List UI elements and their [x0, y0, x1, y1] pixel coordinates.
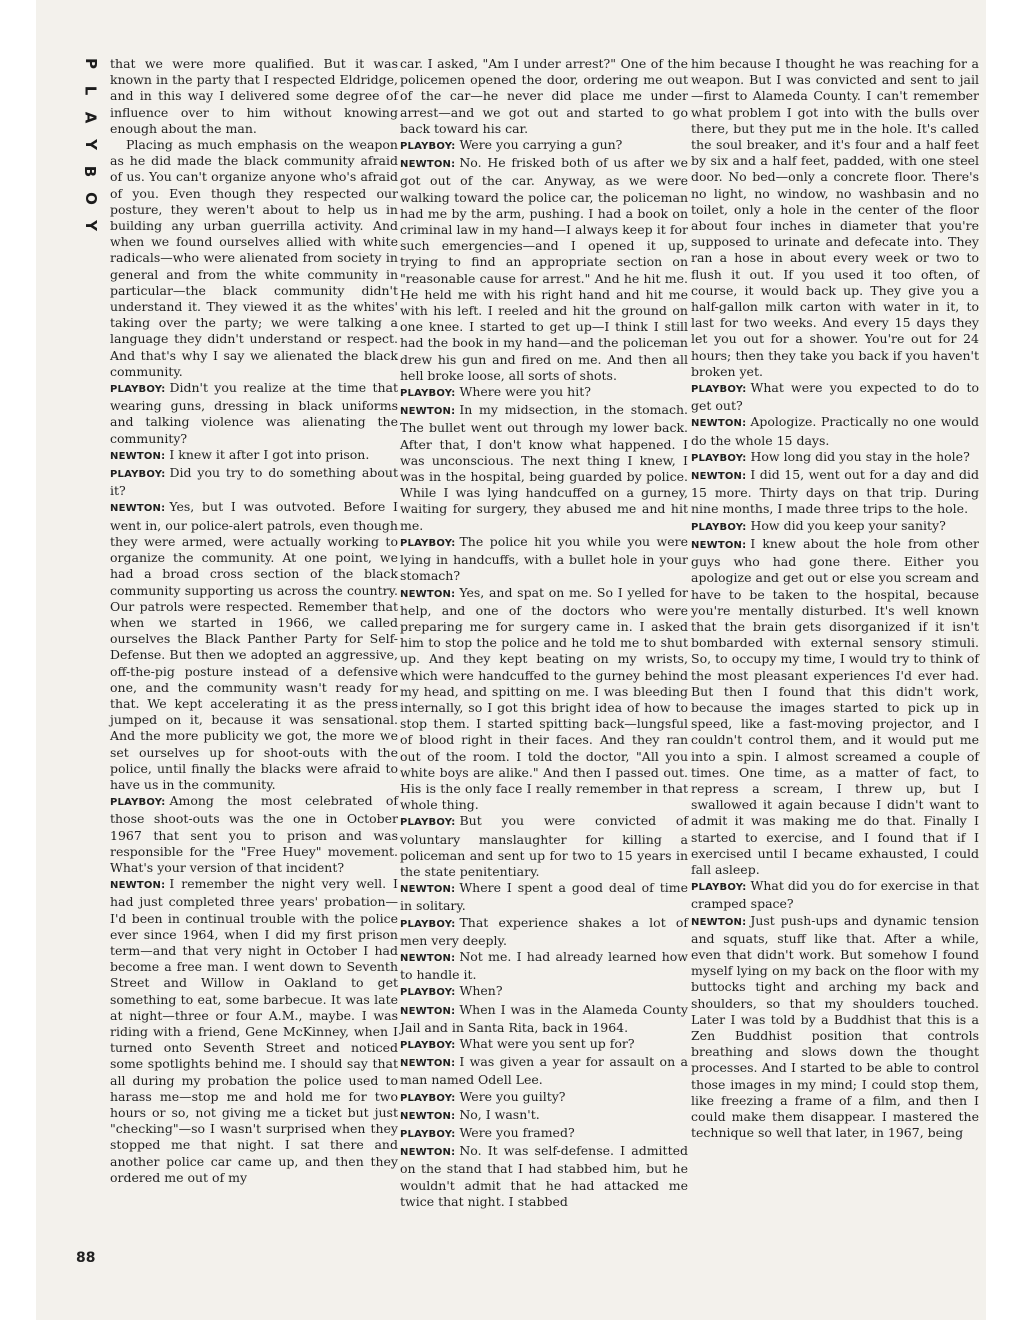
speaker-label: NEWTON:: [110, 503, 166, 515]
paragraph: [691, 380, 979, 414]
speaker-label: PLAYBOY:: [110, 469, 166, 481]
paragraph: [400, 880, 688, 914]
paragraph: [110, 465, 398, 499]
paragraph: [110, 793, 398, 876]
paragraph: [691, 449, 979, 467]
paragraph: [110, 447, 398, 465]
speaker-label: NEWTON:: [691, 539, 747, 551]
text-column-2: [400, 56, 688, 1210]
paragraph-text: Among the most celebrated of those shoot-outs was the one in October 1967 that sent you to prison and was responsible for the "Free Huey" movement. What's your version of that incident?: [110, 793, 398, 875]
speaker-label: PLAYBOY:: [400, 1092, 456, 1104]
speaker-label: PLAYBOY:: [691, 452, 747, 464]
speaker-label: NEWTON:: [400, 1058, 456, 1070]
paragraph-text: What did you do for exercise in that cramped space?: [691, 878, 979, 912]
paragraph: [691, 467, 979, 518]
paragraph-text: Didn't you realize at the time that wearing guns, dressing in black uniforms and talking violence was alienating the community?: [110, 380, 398, 446]
paragraph: [400, 56, 688, 137]
paragraph-text: Not me. I had already learned how to handle it.: [400, 948, 688, 983]
speaker-label: NEWTON:: [691, 418, 747, 430]
masthead-letter: Y: [81, 139, 100, 150]
speaker-label: PLAYBOY:: [691, 384, 747, 396]
paragraph-text: Where were you hit?: [459, 384, 591, 400]
paragraph: [691, 878, 979, 912]
paragraph-text: When?: [459, 983, 503, 999]
speaker-label: NEWTON:: [400, 1005, 456, 1017]
paragraph: [400, 915, 688, 949]
speaker-label: PLAYBOY:: [400, 1039, 456, 1051]
paragraph-text: No. It was self-defense. I admitted on the stand that I had stabbed him, but he wouldn't admit that he had attacked me twice that night. I stabbed: [400, 1143, 688, 1209]
paragraph-text: Yes, and spat on me. So I yelled for help, and one of the doctors who were preparing me for surgery came in. I asked him to stop the police and he told me to shut up. And they kept beating on my wrists, which were handcuffed to the gurney behind my head, and spitting on me. I was bleeding internally, so I got this bright idea of how to stop them. I started spitting back—lungsful of blood right in their faces. And they ran out of the room. I told the doctor, "All you white boys are alike." And then I passed out. His is the only face I really remember in that whole thing.: [400, 584, 688, 813]
paragraph-text: I knew it after I got into prison.: [169, 446, 370, 462]
paragraph: [400, 1089, 688, 1107]
speaker-label: NEWTON:: [691, 916, 747, 928]
paragraph: [110, 499, 398, 793]
paragraph: [400, 1125, 688, 1143]
speaker-label: NEWTON:: [110, 450, 166, 462]
speaker-label: NEWTON:: [400, 1110, 456, 1122]
paragraph: [400, 384, 688, 402]
paragraph-text: Where I spent a good deal of time in solitary.: [400, 880, 688, 914]
paragraph: [110, 876, 398, 1186]
paragraph-text: No. He frisked both of us after we got out of the car. Anyway, as we were walking toward the police car, the policeman had me by the arm, pushing. I had a book on criminal law in my hand—I always keep it for such emergencies—and I opened it up, trying to find an appropriate section on "reasonable cause for arrest." And he hit me. He held me with his right hand and hit me with his left. I reeled and hit the ground on one knee. I started to get up—I think I still had the book in my hand—and the policeman drew his gun and fired on me. And then all hell broke loose, all sorts of shots.: [400, 155, 688, 383]
paragraph-text: Yes, but I was outvoted. Before I went in, our police-alert patrols, even though they were armed, were actually working to organize the community. At one point, we had a broad cross section of the black community supporting us across the country. Our patrols were respected. Remember that when we started in 1966, we called ourselves the Black Panther Party for Self-Defense. But then we adopted an aggressive, off-the-pig posture instead of a defensive one, and the community wasn't ready for that. We kept accelerating it as the press jumped on it, because it was sensational. And the more publicity we got, the more we set ourselves up for shoot-outs with the police, until finally the blacks were afraid to have us in the community.: [110, 499, 398, 792]
speaker-label: PLAYBOY:: [110, 797, 166, 809]
paragraph-text: What were you sent up for?: [459, 1035, 635, 1051]
paragraph: [110, 380, 398, 447]
magazine-page: [36, 0, 986, 1320]
paragraph-text: him because I thought he was reaching for a weapon. But I was convicted and sent to jail—first to Alameda County. I can't remember what problem I got into with the bulls over there, but they put me in the hole. It's called the soul breaker, and it's four and a half feet by six and a half feet, padded, with one steel door. No bed—only a concrete floor. There's no light, no window, no washbasin and no toilet, only a hole in the center of the floor about four inches in diameter that you're supposed to urinate and defecate into. They ran a hose in about every week or two to flush it out. If you used it too often, of course, it would back up. They give you a half-gallon milk carton with water in it, to last for two weeks. And every 15 days they let you out for a shower. You're out for 24 hours; then they take you back if you haven't broken yet.: [691, 56, 979, 379]
speaker-label: NEWTON:: [400, 159, 456, 171]
paragraph: [400, 983, 688, 1001]
paragraph: [400, 1002, 688, 1036]
masthead-letter: L: [81, 85, 100, 96]
speaker-label: NEWTON:: [110, 880, 166, 892]
paragraph: [400, 1054, 688, 1088]
paragraph-text: In my midsection, in the stomach. The bullet went out through my lower back. After that, I don't know what happened. I was unconscious. The next thing I knew, I was in the hospital, being guarded by police. While I was lying handcuffed on a gurney, waiting for surgery, they abused me and hit me.: [400, 402, 688, 533]
paragraph: [691, 56, 979, 380]
speaker-label: NEWTON:: [691, 471, 747, 483]
paragraph-text: Did you try to do something about it?: [110, 465, 398, 499]
masthead-letter: P: [81, 58, 100, 69]
masthead-letter: A: [81, 111, 100, 124]
text-column-1: [110, 56, 398, 1186]
paragraph-text: That experience shakes a lot of men very deeply.: [400, 914, 688, 948]
paragraph-text: I knew about the hole from other guys who had gone there. Either you apologize and get out or else you scream and have to be taken to the hospital, because you're mentally disturbed. It's well known that the brain gets disorganized if it isn't bombarded with external sensory stimuli. So, to occupy my time, I would try to think of the most pleasant experiences I'd ever had. But then I found that this didn't work, because the images started to pick up in speed, like a fast-moving projector, and I couldn't control them, and it would put me into a spin. I almost screamed a couple of times. One time, as a matter of fact, to repress a scream, I threw up, but I swallowed it again because I didn't want to admit it was making me do that. Finally I started to exercise, and I found that if I exercised until I became exhausted, I could fall asleep.: [691, 535, 979, 877]
paragraph: [400, 585, 688, 814]
paragraph-text: I remember the night very well. I had just completed three years' probation—I'd been in continual trouble with the police ever since 1964, when I did my first prison term—and that very night in October I had become a free man. I went down to Seventh Street and Willow in Oakland to get something to eat, some barbecue. It was late at night—three or four A.M., maybe. I was riding with a friend, Gene McKinney, when I turned onto Seventh Street and noticed some spotlights behind me. I should say that all during my probation the police used to harass me—stop me and hold me for two hours or so, not giving me a ticket but just "checking"—so I wasn't surprised when they stopped me that night. I sat there and another police car came up, and then they ordered me out of my: [110, 876, 398, 1185]
paragraph-text: I did 15, went out for a day and did 15 more. Thirty days on that trip. During nine months, I made three trips to the hole.: [691, 467, 979, 517]
speaker-label: PLAYBOY:: [110, 384, 166, 396]
paragraph-text: How did you keep your sanity?: [750, 517, 946, 533]
speaker-label: PLAYBOY:: [400, 141, 456, 153]
paragraph: [110, 56, 398, 137]
speaker-label: NEWTON:: [400, 1147, 456, 1159]
masthead-vertical: [77, 56, 103, 245]
paragraph-text: Placing as much emphasis on the weapon as he did made the black community afraid of us. You can't organize anyone who's afraid of you. Even though they respected our posture, they weren't about to help us in building any urban guerrilla activity. And when we found ourselves allied with white radicals—who were alienated from society in general and from the white community in particular—the black community didn't understand it. They viewed it as the whites' taking over the party; we were talking a language they didn't understand or respect. And that's why I say we alienated the black community.: [110, 137, 398, 379]
paragraph: [691, 518, 979, 536]
paragraph-text: car. I asked, "Am I under arrest?" One of the policemen opened the door, ordering me out of the car—he never did place me under arrest—and we got out and started to go back toward his car.: [400, 56, 688, 136]
paragraph: [110, 137, 398, 380]
paragraph: [400, 137, 688, 155]
paragraph: [400, 534, 688, 585]
paragraph-text: How long did you stay in the hole?: [750, 448, 970, 464]
paragraph: [400, 155, 688, 384]
speaker-label: PLAYBOY:: [400, 388, 456, 400]
paragraph-text: I was given a year for assault on a man named Odell Lee.: [400, 1054, 688, 1088]
masthead-letter: B: [81, 165, 100, 178]
masthead-letter: O: [81, 192, 100, 205]
paragraph: [691, 913, 979, 1142]
paragraph-text: Apologize. Practically no one would do the whole 15 days.: [691, 414, 979, 448]
masthead-letter: Y: [81, 220, 100, 231]
speaker-label: NEWTON:: [400, 884, 456, 896]
paragraph-text: that we were more qualified. But it was known in the party that I respected Eldridge, and in this way I delivered some degree of influence over to him without knowing enough about the man.: [110, 56, 398, 136]
paragraph: [400, 1107, 688, 1125]
page-number: 88: [76, 1250, 96, 1266]
speaker-label: PLAYBOY:: [400, 1129, 456, 1140]
paragraph: [400, 1036, 688, 1054]
paragraph: [691, 414, 979, 448]
paragraph-text: But you were convicted of voluntary manslaughter for killing a policeman and sent up for two to 15 years in the state penitentiary.: [400, 813, 688, 879]
paragraph-text: Were you carrying a gun?: [459, 137, 623, 153]
paragraph-text: Just push-ups and dynamic tension and squats, stuff like that. After a while, even that didn't work. But somehow I found myself lying on my back on the floor with my buttocks tight and arching my back and shoulders, so that my shoulders touched. Later I was told by a Buddhist that this is a Zen Buddhist position that controls breathing and slows down the thought processes. And I started to be able to control those images in my mind; I could stop them, like freezing a frame of a film, and then I could make them disappear. I mastered the technique so well that later, in 1967, being: [691, 912, 979, 1141]
text-column-3: [691, 56, 979, 1141]
paragraph-text: No, I wasn't.: [459, 1106, 540, 1122]
speaker-label: PLAYBOY:: [400, 817, 456, 829]
paragraph-text: What were you expected to do to get out?: [691, 380, 979, 414]
speaker-label: NEWTON:: [400, 588, 456, 600]
paragraph: [400, 1143, 688, 1210]
paragraph: [400, 949, 688, 983]
paragraph-text: Were you framed?: [459, 1125, 575, 1140]
speaker-label: NEWTON:: [400, 406, 456, 418]
paragraph-text: The police hit you while you were lying in handcuffs, with a bullet hole in your stomach?: [400, 533, 688, 584]
speaker-label: PLAYBOY:: [691, 521, 747, 533]
speaker-label: PLAYBOY:: [400, 987, 456, 999]
paragraph: [400, 402, 688, 534]
speaker-label: PLAYBOY:: [400, 537, 456, 549]
paragraph-text: Were you guilty?: [459, 1088, 566, 1104]
paragraph: [400, 813, 688, 880]
speaker-label: PLAYBOY:: [400, 918, 456, 930]
paragraph: [691, 536, 979, 878]
paragraph-text: When I was in the Alameda County Jail and in Santa Rita, back in 1964.: [400, 1001, 688, 1035]
speaker-label: PLAYBOY:: [691, 882, 747, 894]
speaker-label: NEWTON:: [400, 952, 456, 964]
